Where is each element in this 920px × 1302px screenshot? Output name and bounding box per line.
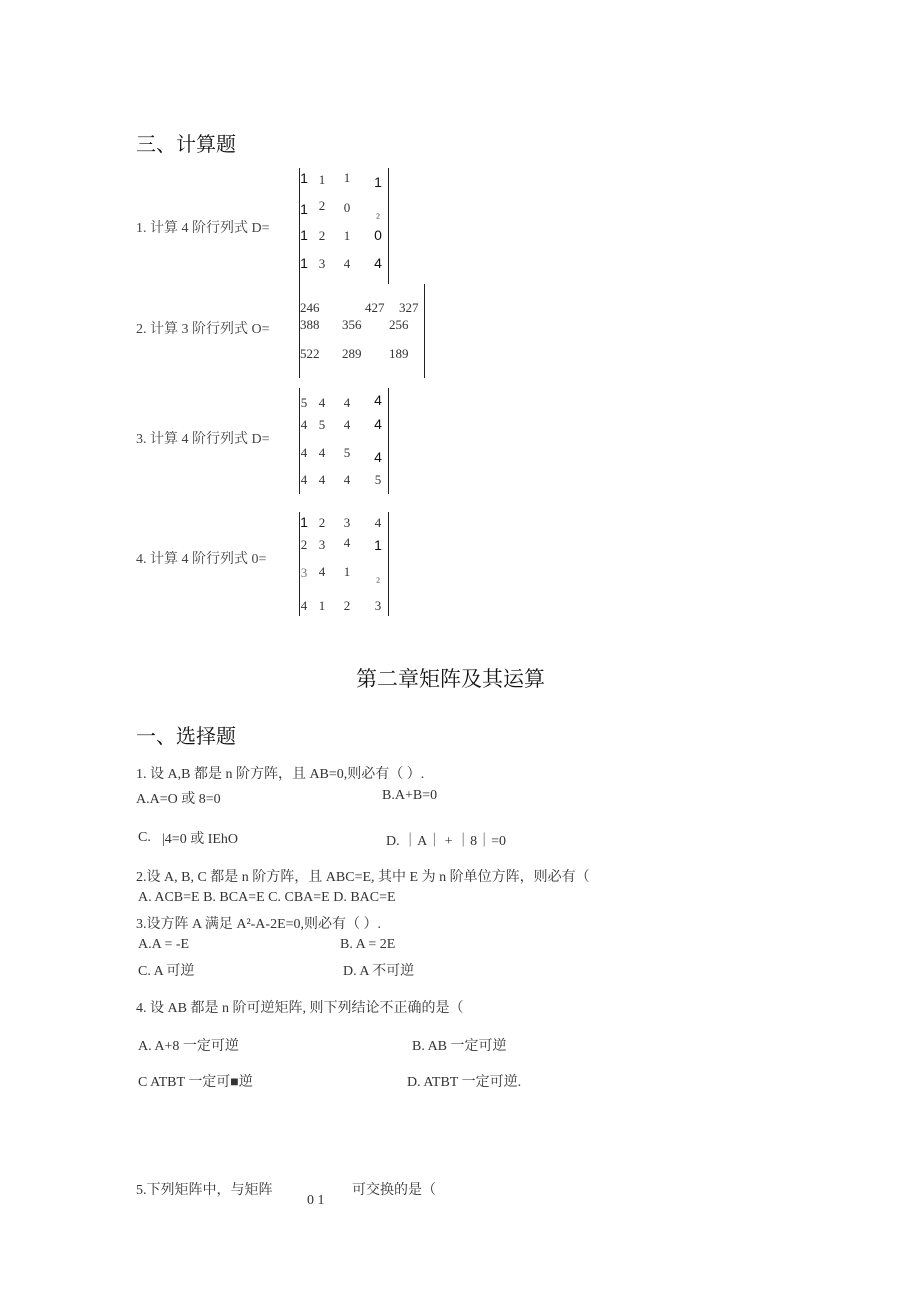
det-2-cell: 522: [300, 346, 320, 361]
question-4-label: 4. 计算 4 阶行列式 0=: [136, 552, 267, 567]
det-4-cell: 4: [318, 564, 326, 579]
mc-question-4-option-d: D. ATBT 一定可逆.: [407, 1075, 522, 1090]
det-3-cell: 4: [318, 445, 326, 460]
det-1-cell: 1: [300, 201, 308, 217]
det-4-right-bar: [388, 512, 389, 616]
det-3-cell: 4: [374, 392, 382, 408]
det-2-cell: 256: [389, 317, 409, 332]
det-3-cell: 5: [374, 472, 382, 487]
mc-question-4-option-b: B. AB 一定可逆: [412, 1039, 507, 1054]
det-1-cell: ₂: [375, 204, 381, 219]
mc-question-3-option-b: B. A = 2E: [340, 937, 396, 952]
det-3-right-bar: [388, 388, 389, 494]
det-1-cell: 3: [318, 256, 326, 271]
det-4-cell: 2: [343, 598, 351, 613]
det-4-cell: ₂: [375, 568, 381, 583]
det-3-cell: 4: [300, 417, 308, 432]
mc-question-4: 4. 设 AB 都是 n 阶可逆矩阵, 则下列结论不正确的是（: [136, 1001, 464, 1016]
det-3-cell: 4: [374, 449, 382, 465]
mc-question-3: 3.设方阵 A 满足 A²-A-2E=0,则必有（ ）.: [136, 917, 382, 932]
det-3-cell: 5: [300, 395, 308, 410]
section-title-calculation: 三、计算题: [136, 134, 236, 156]
det-3-cell: 5: [318, 417, 326, 432]
det-2-cell: 356: [342, 317, 362, 332]
det-2-cell: 246: [300, 300, 320, 315]
mc-question-2-options: A. ACB=E B. BCA=E C. CBA=E D. BAC=E: [138, 890, 396, 905]
det-2-cell: 289: [342, 346, 362, 361]
det-1-right-bar: [388, 168, 389, 284]
det-1-cell: 1: [343, 228, 351, 243]
det-2-right-bar: [424, 284, 425, 378]
det-3-cell: 4: [300, 445, 308, 460]
det-1-cell: 1: [300, 227, 308, 243]
question-1-label: 1. 计算 4 阶行列式 D=: [136, 221, 270, 236]
det-3-cell: 4: [374, 416, 382, 432]
det-2-cell: 388: [300, 317, 320, 332]
det-2-cell: 427: [365, 300, 385, 315]
det-1-cell: 1: [300, 170, 308, 186]
mc-question-5-matrix-row: 0 1: [307, 1193, 325, 1208]
mc-question-4-option-a: A. A+8 一定可逆: [138, 1039, 239, 1054]
det-4-cell: 3: [343, 515, 351, 530]
det-4-cell: 3: [318, 537, 326, 552]
det-3-cell: 4: [343, 472, 351, 487]
det-4-cell: 4: [343, 535, 351, 550]
mc-question-1-option-a: A.A=O 或 8=0: [136, 792, 221, 807]
det-3-cell: 4: [318, 395, 326, 410]
det-2-cell: 189: [389, 346, 409, 361]
det-1-cell: 4: [374, 255, 382, 271]
det-4-cell: 1: [374, 537, 382, 553]
det-4-cell: 1: [318, 598, 326, 613]
det-3-cell: 4: [343, 395, 351, 410]
det-4-cell: 1: [300, 514, 308, 530]
mc-question-4-option-c: C ATBT 一定可■逆: [138, 1075, 253, 1090]
mc-question-1-option-b: B.A+B=0: [382, 788, 438, 803]
det-3-cell: 4: [343, 417, 351, 432]
mc-question-1-option-d: D. ｜A｜ + ｜8｜=0: [386, 834, 507, 849]
question-2-label: 2. 计算 3 阶行列式 O=: [136, 322, 270, 337]
det-4-cell: 4: [300, 598, 308, 613]
det-4-cell: 3: [300, 565, 308, 580]
det-4-cell: 1: [343, 564, 351, 579]
det-4-cell: 2: [300, 537, 308, 552]
chapter-title: 第二章矩阵及其运算: [356, 668, 545, 691]
det-3-cell: 5: [343, 445, 351, 460]
mc-question-1-option-c: |4=0 或 IEhO: [162, 832, 239, 847]
det-1-cell: 1: [374, 174, 382, 190]
det-3-cell: 4: [300, 472, 308, 487]
mc-question-5: 5.下列矩阵中，与矩阵: [136, 1183, 273, 1198]
det-1-cell: 2: [318, 228, 326, 243]
question-3-label: 3. 计算 4 阶行列式 D=: [136, 432, 270, 447]
mc-question-2: 2.设 A, B, C 都是 n 阶方阵，且 ABC=E, 其中 E 为 n 阶单位方阵，则必有（: [136, 870, 590, 885]
det-1-cell: 1: [318, 172, 326, 187]
mc-question-1: 1. 设 A,B 都是 n 阶方阵，且 AB=0,则必有（ ）.: [136, 767, 425, 782]
mc-question-1-option-c-letter: C.: [138, 830, 151, 845]
det-1-cell: 1: [300, 255, 308, 271]
section-title-multiple-choice: 一、选择题: [136, 726, 236, 748]
mc-question-3-option-a: A.A = -E: [138, 937, 190, 952]
mc-question-3-option-c: C. A 可逆: [138, 964, 195, 979]
det-1-cell: 0: [343, 200, 351, 215]
mc-question-3-option-d: D. A 不可逆: [343, 964, 415, 979]
mc-question-5-tail: 可交换的是（: [352, 1183, 436, 1198]
det-4-cell: 3: [374, 598, 382, 613]
det-3-cell: 4: [318, 472, 326, 487]
det-4-cell: 2: [318, 515, 326, 530]
det-4-cell: 4: [374, 515, 382, 530]
det-1-cell: 0: [374, 227, 382, 243]
det-1-cell: 1: [343, 170, 351, 185]
det-1-cell: 4: [343, 256, 351, 271]
det-1-cell: 2: [318, 198, 326, 213]
det-2-cell: 327: [399, 300, 419, 315]
